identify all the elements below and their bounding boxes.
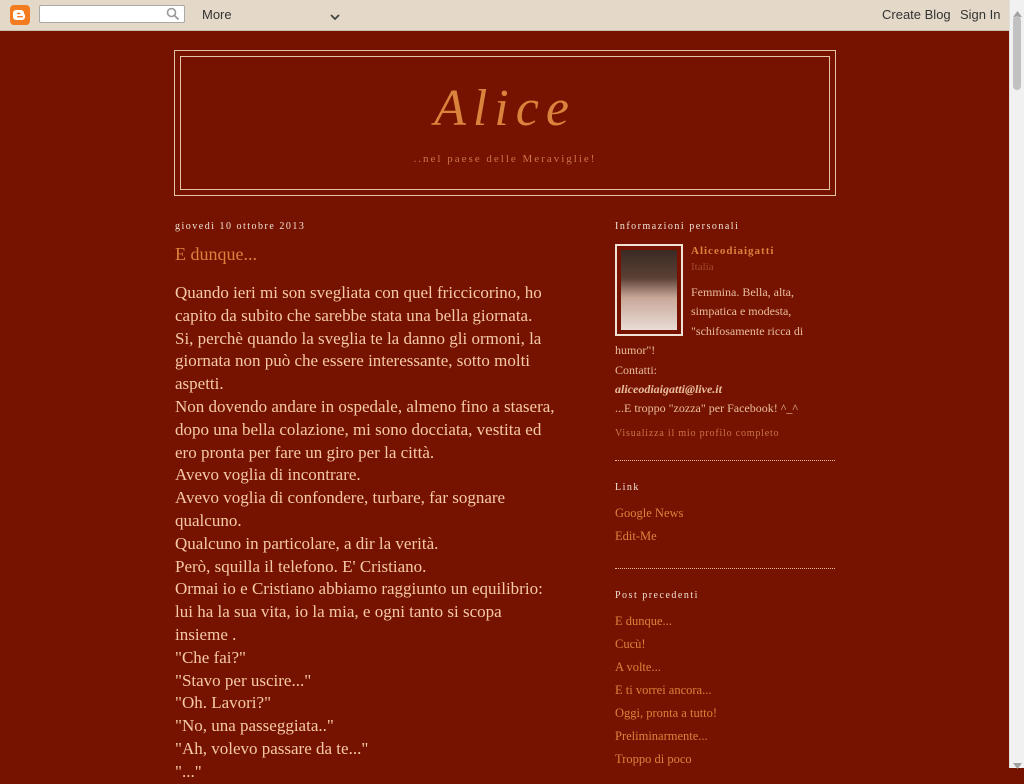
post-body-line: insieme . — [175, 624, 237, 644]
post-body-line: dopo una bella colazione, mi sono docciata, vestita ed — [175, 419, 542, 439]
profile-about-line: Contatti: — [615, 362, 657, 377]
profile-location: Italia — [691, 261, 714, 273]
archive-heading: Post precedenti — [615, 590, 699, 601]
post-body-line: "Stavo per uscire..." — [175, 670, 312, 690]
archive-item[interactable]: Preliminarmente... — [615, 729, 708, 743]
post-body-line: "..." — [175, 761, 202, 781]
sidebar-divider — [615, 568, 835, 569]
blog-title[interactable]: Alice — [434, 80, 576, 137]
sign-in-link[interactable]: Sign In — [960, 7, 1001, 22]
post-title[interactable]: E dunque... — [175, 244, 257, 264]
search-icon[interactable] — [166, 7, 180, 26]
profile-about-line: simpatica e modesta, — [691, 304, 792, 319]
post-body-line: capito da subito che sarebbe stata una bella giornata. — [175, 305, 533, 325]
profile-about-line: "schifosamente ricca di — [691, 323, 804, 338]
create-blog-link[interactable]: Create Blog — [882, 7, 951, 22]
post-body-line: Si, perchè quando la sveglia te la danno gli ormoni, la — [175, 328, 542, 348]
archive-list — [615, 613, 835, 774]
profile-about — [615, 283, 835, 419]
blogger-navbar — [0, 0, 1009, 31]
post-body-line: Avevo voglia di confondere, turbare, far sognare — [175, 488, 506, 508]
chevron-down-icon[interactable] — [329, 9, 341, 27]
scrollbar-thumb[interactable] — [1013, 16, 1021, 90]
sidebar — [615, 221, 835, 766]
profile-about-line: humor"! — [615, 343, 656, 358]
post-body-line: Ormai io e Cristiano abbiamo raggiunto un equilibrio: — [175, 579, 543, 599]
archive-item[interactable]: A volte... — [615, 660, 661, 674]
archive-item[interactable]: Oggi, pronta a tutto! — [615, 706, 718, 720]
post-body-line: Però, squilla il telefono. E' Cristiano. — [175, 556, 427, 576]
post-body — [175, 282, 595, 784]
post-body-line: "Oh. Lavori?" — [175, 693, 272, 713]
link-edit-me[interactable]: Edit-Me — [615, 529, 657, 543]
blog-description: ..nel paese delle Meraviglie! — [413, 153, 597, 165]
post-body-line: aspetti. — [175, 374, 224, 394]
post-body-line: qualcuno. — [175, 510, 242, 530]
post-body-line: "Ah, volevo passare da te..." — [175, 738, 369, 758]
profile-heading: Informazioni personali — [615, 221, 740, 232]
vertical-scrollbar[interactable] — [1009, 0, 1024, 768]
archive-item[interactable]: Troppo di poco — [615, 752, 692, 766]
profile-name-link[interactable]: Aliceodiaigatti — [691, 245, 775, 257]
post-body-line: lui ha la sua vita, io la mia, e ogni tanto si scopa — [175, 602, 502, 622]
archive-item[interactable]: Cucù! — [615, 637, 646, 651]
view-profile-link[interactable]: Visualizza il mio profilo completo — [615, 428, 780, 439]
post-date: giovedì 10 ottobre 2013 — [175, 221, 306, 232]
link-google-news[interactable]: Google News — [615, 506, 684, 520]
blog-header — [174, 50, 836, 196]
archive-item[interactable]: E dunque... — [615, 614, 672, 628]
links-list — [615, 505, 835, 551]
scroll-down-arrow-icon[interactable] — [1013, 756, 1022, 774]
post-body-line: Avevo voglia di incontrare. — [175, 465, 361, 485]
post-body-line: Non dovendo andare in ospedale, almeno fino a stasera, — [175, 396, 555, 416]
post-body-line: giornata non può che essere interessante, sotto molti — [175, 351, 531, 371]
profile-email: aliceodiaigatti@live.it — [615, 382, 722, 397]
more-menu[interactable]: More — [202, 7, 232, 22]
post-body-line: Quando ieri mi son svegliata con quel friccicorino, ho — [175, 283, 542, 302]
sidebar-divider — [615, 460, 835, 461]
archive-item[interactable]: E ti vorrei ancora... — [615, 683, 712, 697]
post-body-line: "Che fai?" — [175, 647, 246, 667]
blogger-logo-icon[interactable] — [10, 5, 30, 25]
post-body-line: ero pronta per fare un giro per la città. — [175, 442, 435, 462]
profile-about-line: ...E troppo "zozza" per Facebook! ^_^ — [615, 401, 798, 416]
links-heading: Link — [615, 482, 640, 493]
post-body-line: Qualcuno in particolare, a dir la verità. — [175, 533, 439, 553]
profile-about-line: Femmina. Bella, alta, — [691, 285, 794, 299]
post-body-line: "No, una passeggiata.." — [175, 716, 334, 736]
search-input[interactable] — [39, 5, 185, 23]
blog-header-inner — [180, 56, 830, 190]
